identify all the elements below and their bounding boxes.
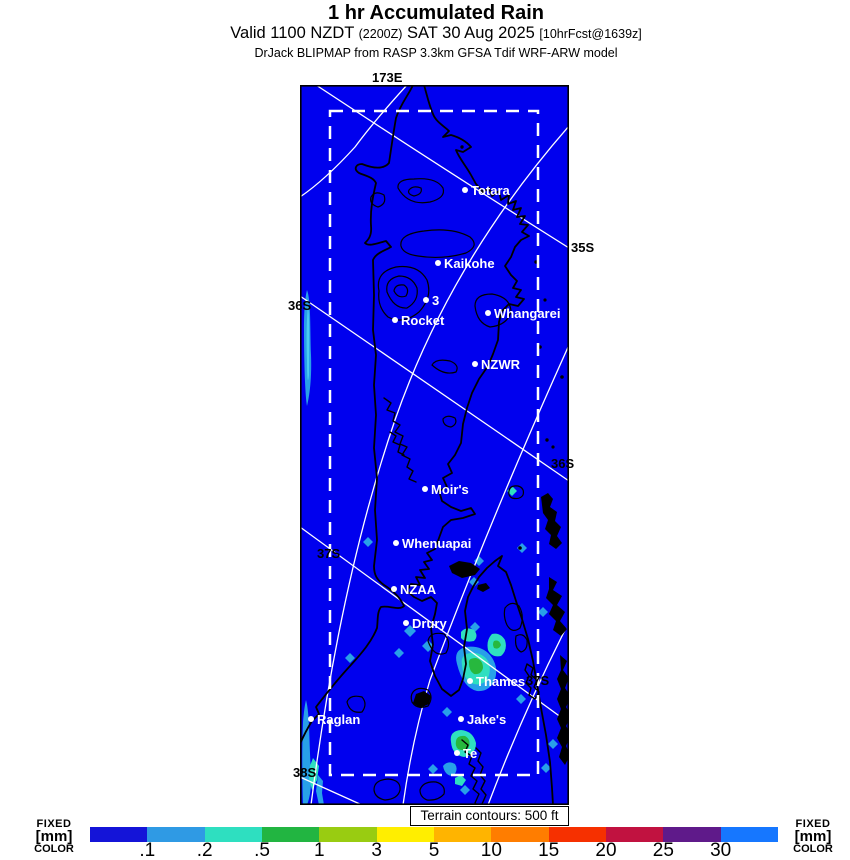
colorbar-tick: 15 [538, 840, 560, 860]
graticule-label-38s: 38S [293, 765, 317, 780]
model-line: DrJack BLIPMAP from RASP 3.3km GFSA Tdif WRF-ARW model [254, 46, 618, 60]
colorbar-tick: 1 [314, 840, 325, 860]
station-label: Kaikohe [444, 255, 495, 271]
valid-prefix: Valid 1100 NZDT [230, 24, 359, 42]
color-label: COLOR [34, 843, 74, 855]
station-label: NZAA [400, 581, 437, 597]
colorbar-tick: 10 [480, 840, 502, 860]
station-label: Totara [471, 182, 510, 198]
colorbar-ticks [90, 840, 778, 860]
colorbar-tick: .5 [254, 840, 270, 860]
page-title: 1 hr Accumulated Rain [328, 2, 544, 24]
colorbar-tick: .1 [139, 840, 156, 860]
station-label: 3 [432, 292, 440, 308]
color-label: COLOR [793, 843, 833, 855]
station-label: Moir's [431, 481, 469, 497]
valid-utc: (2200Z) [358, 27, 403, 41]
forecast-tag: [10hrFcst@1639z] [539, 27, 642, 41]
station-label: Rocket [401, 312, 445, 328]
station-label: Whangarei [494, 305, 561, 321]
colorbar-tick: 5 [428, 840, 440, 860]
fixed-label: FIXED [36, 818, 72, 830]
colorbar-tick: .2 [196, 840, 213, 860]
graticule-label-35s: 35S [571, 240, 595, 255]
fixed-label: FIXED [795, 818, 831, 830]
graticule-label-173e: 173E [372, 70, 403, 85]
colorbar-tick: 30 [710, 840, 732, 860]
colorbar-units-left [30, 819, 78, 855]
colorbar-tick: 20 [595, 840, 617, 860]
graticule-label-36s: 36S [551, 456, 575, 471]
units-label: [mm] [35, 828, 73, 845]
valid-date: SAT 30 Aug 2025 [402, 24, 540, 42]
terrain-note: Terrain contours: 500 ft [410, 806, 569, 826]
graticule-label-36s: 36S [288, 298, 312, 313]
station-label: Drury [412, 615, 447, 631]
station-label: Raglan [317, 711, 361, 727]
station-label: Whenuapai [402, 535, 472, 551]
units-label: [mm] [794, 828, 832, 845]
graticule-label-37s: 37S [317, 546, 341, 561]
colorbar-tick: 3 [371, 840, 382, 860]
station-label: Te [463, 745, 478, 761]
station-label: Thames [476, 673, 526, 689]
graticule-label-37s: 37S [526, 673, 550, 688]
station-label: NZWR [481, 356, 520, 372]
colorbar-tick: 25 [652, 840, 674, 860]
colorbar-units-right [789, 819, 837, 855]
station-label: Jake's [467, 711, 507, 727]
